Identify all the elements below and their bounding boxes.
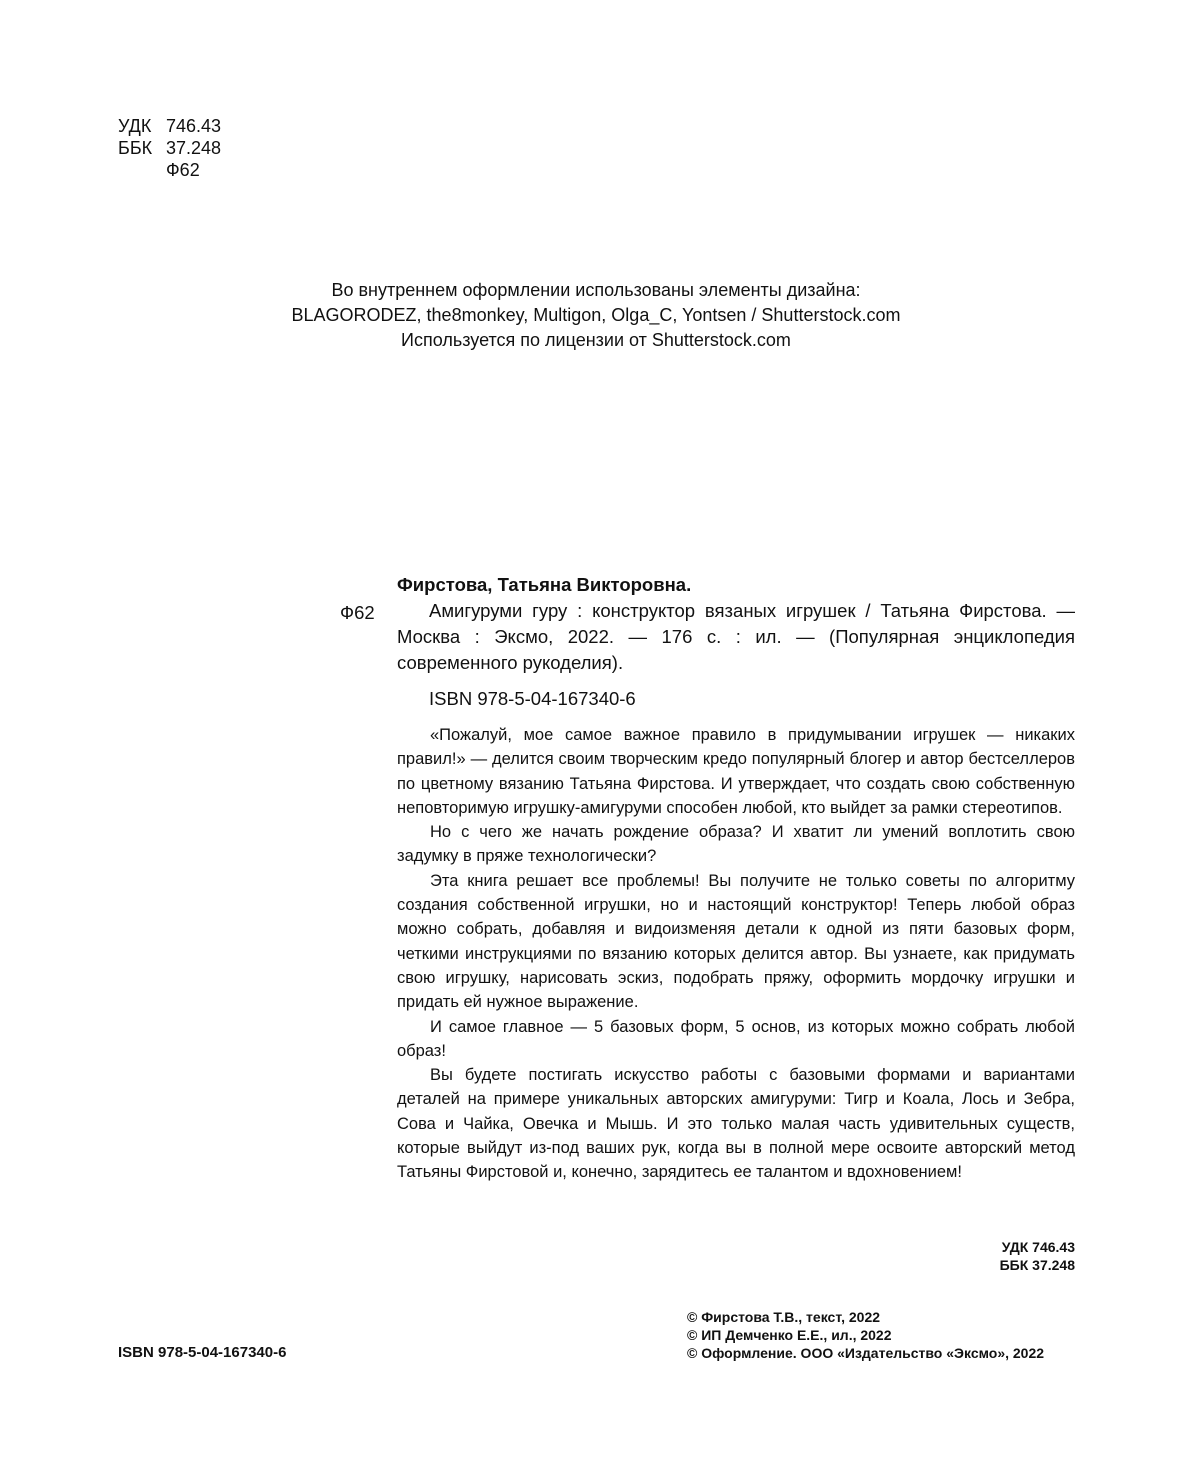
credits-line-3: Используется по лицензии от Shutterstock.com bbox=[401, 330, 791, 350]
annotation-paragraph: Эта книга решает все проблемы! Вы получите не только советы по алгоритму создания собственной игрушки, но и настоящий конструктор! Теперь любой образ можно собрать, добавляя и видоизменяя детали к одной из пяти базовых форм, четкими инструкциями по вязанию которых делится автор. Вы узнаете, как придумать свою игрушку, нарисовать эскиз, подобрать пряжу, оформить мордочку игрушки и придать ей нужное выражение. bbox=[397, 871, 1075, 1012]
bbk-row bbox=[118, 137, 221, 159]
credits-line-1: Во внутреннем оформлении использованы элементы дизайна: bbox=[331, 280, 861, 300]
copyright-line-1: © Фирстова Т.В., текст, 2022 bbox=[687, 1309, 881, 1325]
cutter-row bbox=[118, 159, 221, 181]
annotation bbox=[397, 723, 1075, 1185]
copyright-block bbox=[687, 1308, 1044, 1362]
copyright-line-3: © Оформление. ООО «Издательство «Эксмо», 2022 bbox=[687, 1345, 1045, 1361]
design-credits bbox=[196, 278, 996, 353]
bbk-value: 37.248 bbox=[166, 138, 222, 158]
title-description bbox=[397, 598, 1075, 676]
bbk-code-right: ББК 37.248 bbox=[999, 1257, 1075, 1273]
udk-row bbox=[118, 115, 221, 137]
annotation-paragraph: Вы будете постигать искусство работы с базовыми формами и вариантами деталей на примере уникальных авторских амигуруми: Тигр и Коала, Лось и Зебра, Сова и Чайка, Овечка и Мышь. И это только малая часть удивительных существ, которые выйдут из-под ваших рук, когда вы в полной мере освоите авторский метод Татьяны Фирстовой и, конечно, зарядитесь ее талантом и вдохновением! bbox=[397, 1066, 1075, 1182]
classification-block-top bbox=[118, 115, 221, 181]
isbn-footer: ISBN 978-5-04-167340-6 bbox=[118, 1344, 287, 1361]
udk-value: 746.43 bbox=[166, 116, 222, 136]
copyright-line-2: © ИП Демченко Е.Е., ил., 2022 bbox=[687, 1327, 892, 1343]
author-heading: Фирстова, Татьяна Викторовна. bbox=[397, 574, 692, 595]
bibliographic-record bbox=[330, 572, 1075, 712]
bbk-label: ББК bbox=[118, 138, 153, 158]
classification-block-right bbox=[1000, 1238, 1075, 1274]
bibliographic-cutter: Ф62 bbox=[340, 602, 375, 623]
isbn-record: ISBN 978-5-04-167340-6 bbox=[429, 688, 636, 709]
cutter-code: Ф62 bbox=[166, 160, 200, 180]
annotation-paragraph: «Пожалуй, мое самое важное правило в придумывании игрушек — никаких правил!» — делится своим творческим кредо популярный блогер и автор бестселлеров по цветному вязанию Татьяна Фирстова. И утверждает, что создать свою собственную неповторимую игрушку-амигуруми способен любой, кто выйдет за рамки стереотипов. bbox=[397, 726, 1075, 817]
annotation-paragraph: Но с чего же начать рождение образа? И хватит ли умений воплотить свою задумку в пряже технологически? bbox=[397, 823, 1075, 866]
udk-code-right: УДК 746.43 bbox=[1001, 1239, 1075, 1255]
udk-label: УДК bbox=[118, 116, 152, 136]
description-text: Амигуруми гуру : конструктор вязаных игрушек / Татьяна Фирстова. — Москва : Эксмо, 2022. — 176 с. : ил. — (Популярная энциклопедия современного рукоделия). bbox=[397, 600, 1075, 673]
annotation-paragraph: И самое главное — 5 базовых форм, 5 основ, из которых можно собрать любой образ! bbox=[397, 1017, 1075, 1060]
cutter-spacer bbox=[118, 159, 166, 181]
credits-line-2: BLAGORODEZ, the8monkey, Multigon, Olga_C, Yontsen / Shutterstock.com bbox=[291, 305, 901, 325]
